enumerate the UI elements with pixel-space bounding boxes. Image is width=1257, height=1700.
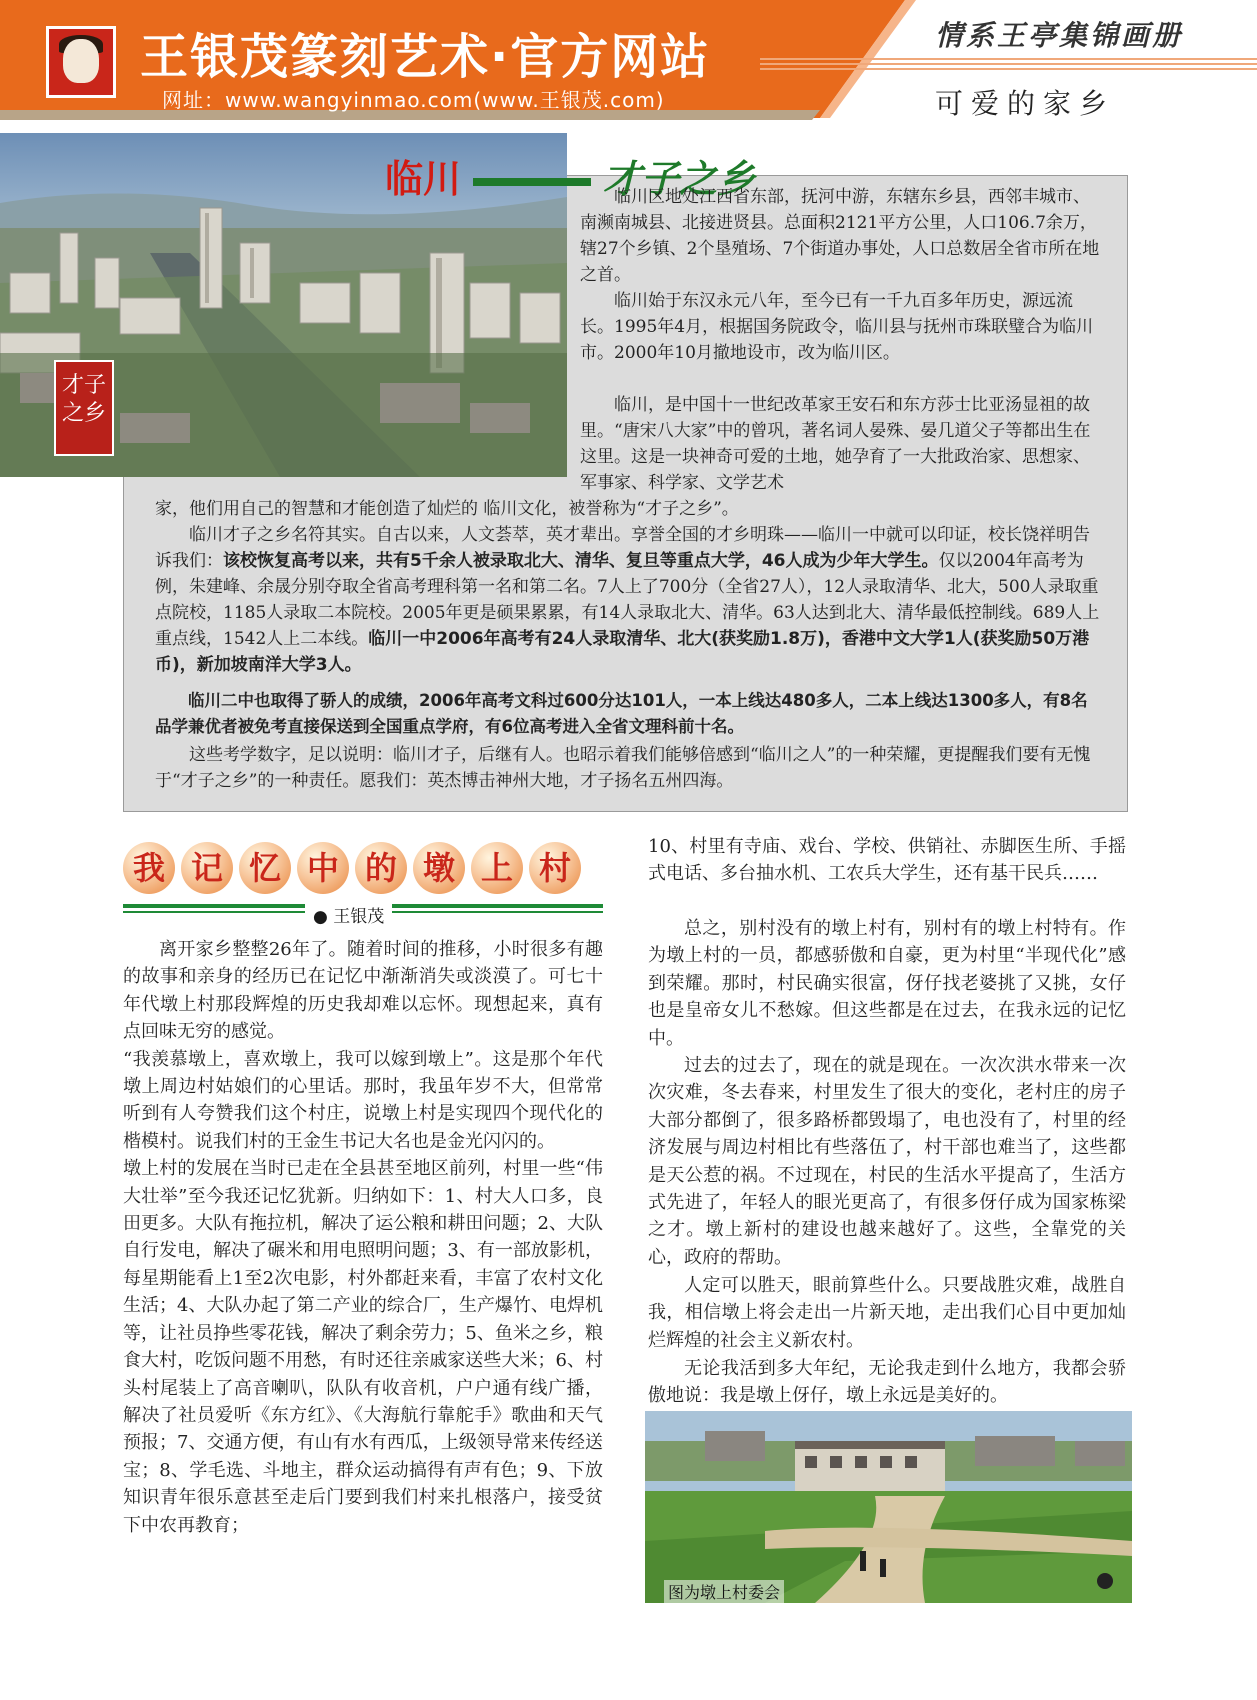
title-char: 上 bbox=[471, 842, 523, 894]
linchuan-paragraph-3a: 临川，是中国十一世纪改革家王安石和东方莎士比亚汤显祖的故里。“唐宋八大家”中的曾巩，著名词人晏殊、晏几道父子等都出生在这里。这是一块神奇可爱的土地，她孕育了一大批政治家、思想家、军事家、科学家、文学艺术 bbox=[580, 395, 1091, 493]
village-article-title bbox=[123, 842, 587, 902]
title-char: 忆 bbox=[239, 842, 291, 894]
title-char: 中 bbox=[297, 842, 349, 894]
p4-stats: 仅以2004年高考为例，朱建峰、余晟分别夺取全省高考理科第一名和第二名。7人上了700分（全省27人），12人录取清华、北大，500人录取重点院校，1185人录取二本院校。2005年更是硕果累累，有14人录取北大、清华。63人达到北大、清华最低控制线。689人上重点线，1542人上二本线。 bbox=[155, 551, 1100, 649]
portrait-seal-logo bbox=[46, 26, 116, 98]
linchuan-paragraph-1: 临川区地处江西省东部，抚河中游，东辖东乡县，西邻丰城市、南濒南城县、北接进贤县。总面积2121平方公里，人口106.7余万，辖27个乡镇、2个垦殖场、7个街道办事处，人口总数居全省市所在地之首。 bbox=[580, 187, 1100, 285]
title-char: 我 bbox=[123, 842, 175, 894]
site-url: 网址：www.wangyinmao.com(www.王银茂.com) bbox=[162, 88, 665, 112]
village-right-para-4: 人定可以胜天，眼前算些什么。只要战胜灾难，战胜自我，相信墩上将会走出一片新天地，走出我们心目中更加灿烂辉煌的社会主义新农村。 bbox=[648, 1275, 1126, 1351]
linchuan-paragraph-3b: 家，他们用自己的智慧和才能创造了灿烂的 临川文化，被誉称为“才子之乡”。 bbox=[155, 499, 739, 519]
title-linchuan: 临川 bbox=[385, 157, 462, 201]
title-char: 村 bbox=[529, 842, 581, 894]
village-committee-photo bbox=[645, 1411, 1132, 1603]
decorative-lines bbox=[760, 58, 1257, 76]
linchuan-paragraph-6: 这些考学数字，足以说明：临川才子，后继有人。也昭示着我们能够倍感到“临川之人”的一种荣耀，更提醒我们要有无愧于“才子之乡”的一种责任。愿我们：英杰博击神州大地，才子扬名五州四海。 bbox=[155, 745, 1091, 791]
p4-bold: 该校恢复高考以来，共有5千余人被录取北大、清华、复旦等重点大学，46人成为少年大学生。 bbox=[223, 551, 939, 571]
linchuan-paragraph-5: 临川二中也取得了骄人的成绩，2006年高考文科过600分达101人，一本上线达480多人，二本上线达1300多人，有8名品学兼优者被免考直接保送到全国重点学府，有6位高考进入全省文理科前十名。 bbox=[155, 691, 1088, 736]
cai-zi-zhi-xiang-stamp: 才子之乡 bbox=[54, 360, 114, 456]
title-dash bbox=[473, 178, 591, 186]
village-right-para-5: 无论我活到多大年纪，无论我走到什么地方，我都会骄傲地说：我是墩上伢仔，墩上永远是美好的。 bbox=[648, 1358, 1126, 1407]
title-char: 记 bbox=[181, 842, 233, 894]
linchuan-paragraph-4 bbox=[155, 522, 1102, 678]
page-subtitle: 可爱的家乡 bbox=[935, 87, 1116, 120]
author-byline: ● 王银茂 bbox=[305, 902, 392, 927]
p4-intro: 临川才子之乡名符其实。自古以来，人文荟萃，英才辈出。享誉全国的才乡明珠——临川一中就可以印证，校长饶祥明告诉我们： bbox=[155, 525, 1090, 571]
title-char: 墩 bbox=[413, 842, 465, 894]
village-right-para-2: 总之，别村没有的墩上村有，别村有的墩上村特有。作为墩上村的一员，都感骄傲和自豪，更为村里“半现代化”感到荣耀。那时，村民确实很富，伢仔找老婆挑了又挑，女仔也是皇帝女儿不愁嫁。但这些都是在过去，在我永远的记忆中。 bbox=[648, 918, 1126, 1049]
village-left-column: 离开家乡整整26年了。随着时间的推移，小时很多有趣的故事和亲身的经历已在记忆中渐渐消失或淡漠了。可七十年代墩上村那段辉煌的历史我却难以忘怀。现想起来，真有点回味无穷的感觉。 “我羡慕墩上，喜欢墩上，我可以嫁到墩上”。这是那个年代墩上周边村姑娘们的心里话。那时，我虽年岁不大，但常常听到有人夸赞我们这个村庄，说墩上村是实现四个现代化的楷模村。说我们村的王金生书记大名也是金光闪闪的。 墩上村的发展在当时已走在全县甚至地区前列，村里一些“伟大壮举”至今我还记忆犹新。归纳如下：1、村大人口多，良田更多。大队有拖拉机，解决了运公粮和耕田问题；2、大队自行发电，解决了碾米和用电照明问题；3、有一部放影机，每星期能看上1至2次电影，村外都赶来看，丰富了农村文化生活；4、大队办起了第二产业的综合厂，生产爆竹、电焊机等，让社员挣些零花钱，解决了剩余劳力；5、鱼米之乡，粮食大村，吃饭问题不用愁，有时还往亲戚家送些大米；6、村头村尾装上了高音喇叭，队队有收音机，户户通有线广播，解决了社员爱听《东方红》、《大海航行靠舵手》歌曲和天气预报；7、交通方便，有山有水有西瓜，上级领导常来传经送宝；8、学毛选、斗地主，群众运动搞得有声有色；9、下放知识青年很乐意甚至走后门要到我们村来扎根落户，接受贫下中农再教育； bbox=[123, 939, 603, 1536]
village-right-para-1: 10、村里有寺庙、戏台、学校、供销社、赤脚医生所、手摇式电话、多台抽水机、工农兵大学生，还有基干民兵…… bbox=[648, 836, 1126, 885]
site-title: 王银茂篆刻艺术·官方网站 bbox=[140, 29, 711, 85]
linchuan-paragraph-2: 临川始于东汉永元八年，至今已有一千九百多年历史，源远流长。1995年4月，根据国务院政令，临川县与抚州市珠联璧合为临川市。2000年10月撤地设市，改为临川区。 bbox=[580, 291, 1094, 363]
photo-caption: 图为墩上村委会 bbox=[664, 1580, 784, 1603]
title-char: 的 bbox=[355, 842, 407, 894]
series-title: 情系王亭集锦画册 bbox=[935, 19, 1184, 52]
village-right-para-3: 过去的过去了，现在的就是现在。一次次洪水带来一次次灾难，冬去春来，村里发生了很大的变化，老村庄的房子大部分都倒了，很多路桥都毁塌了，电也没有了，村里的经济发展与周边村相比有些落伍了，村干部也难当了，这些都是天公惹的祸。不过现在，村民的生活水平提高了，生活方式先进了，年轻人的眼光更高了，有很多伢仔成为国家栋梁之才。墩上新村的建设也越来越好了。这些，全靠党的关心，政府的帮助。 bbox=[648, 1055, 1126, 1268]
p4-2006: 临川一中2006年高考有24人录取清华、北大(获奖励1.8万)，香港中文大学1人(获奖励50万港币)，新加坡南洋大学3人。 bbox=[155, 629, 1090, 675]
title-caizizhixiang: 才子之乡 bbox=[603, 157, 756, 201]
